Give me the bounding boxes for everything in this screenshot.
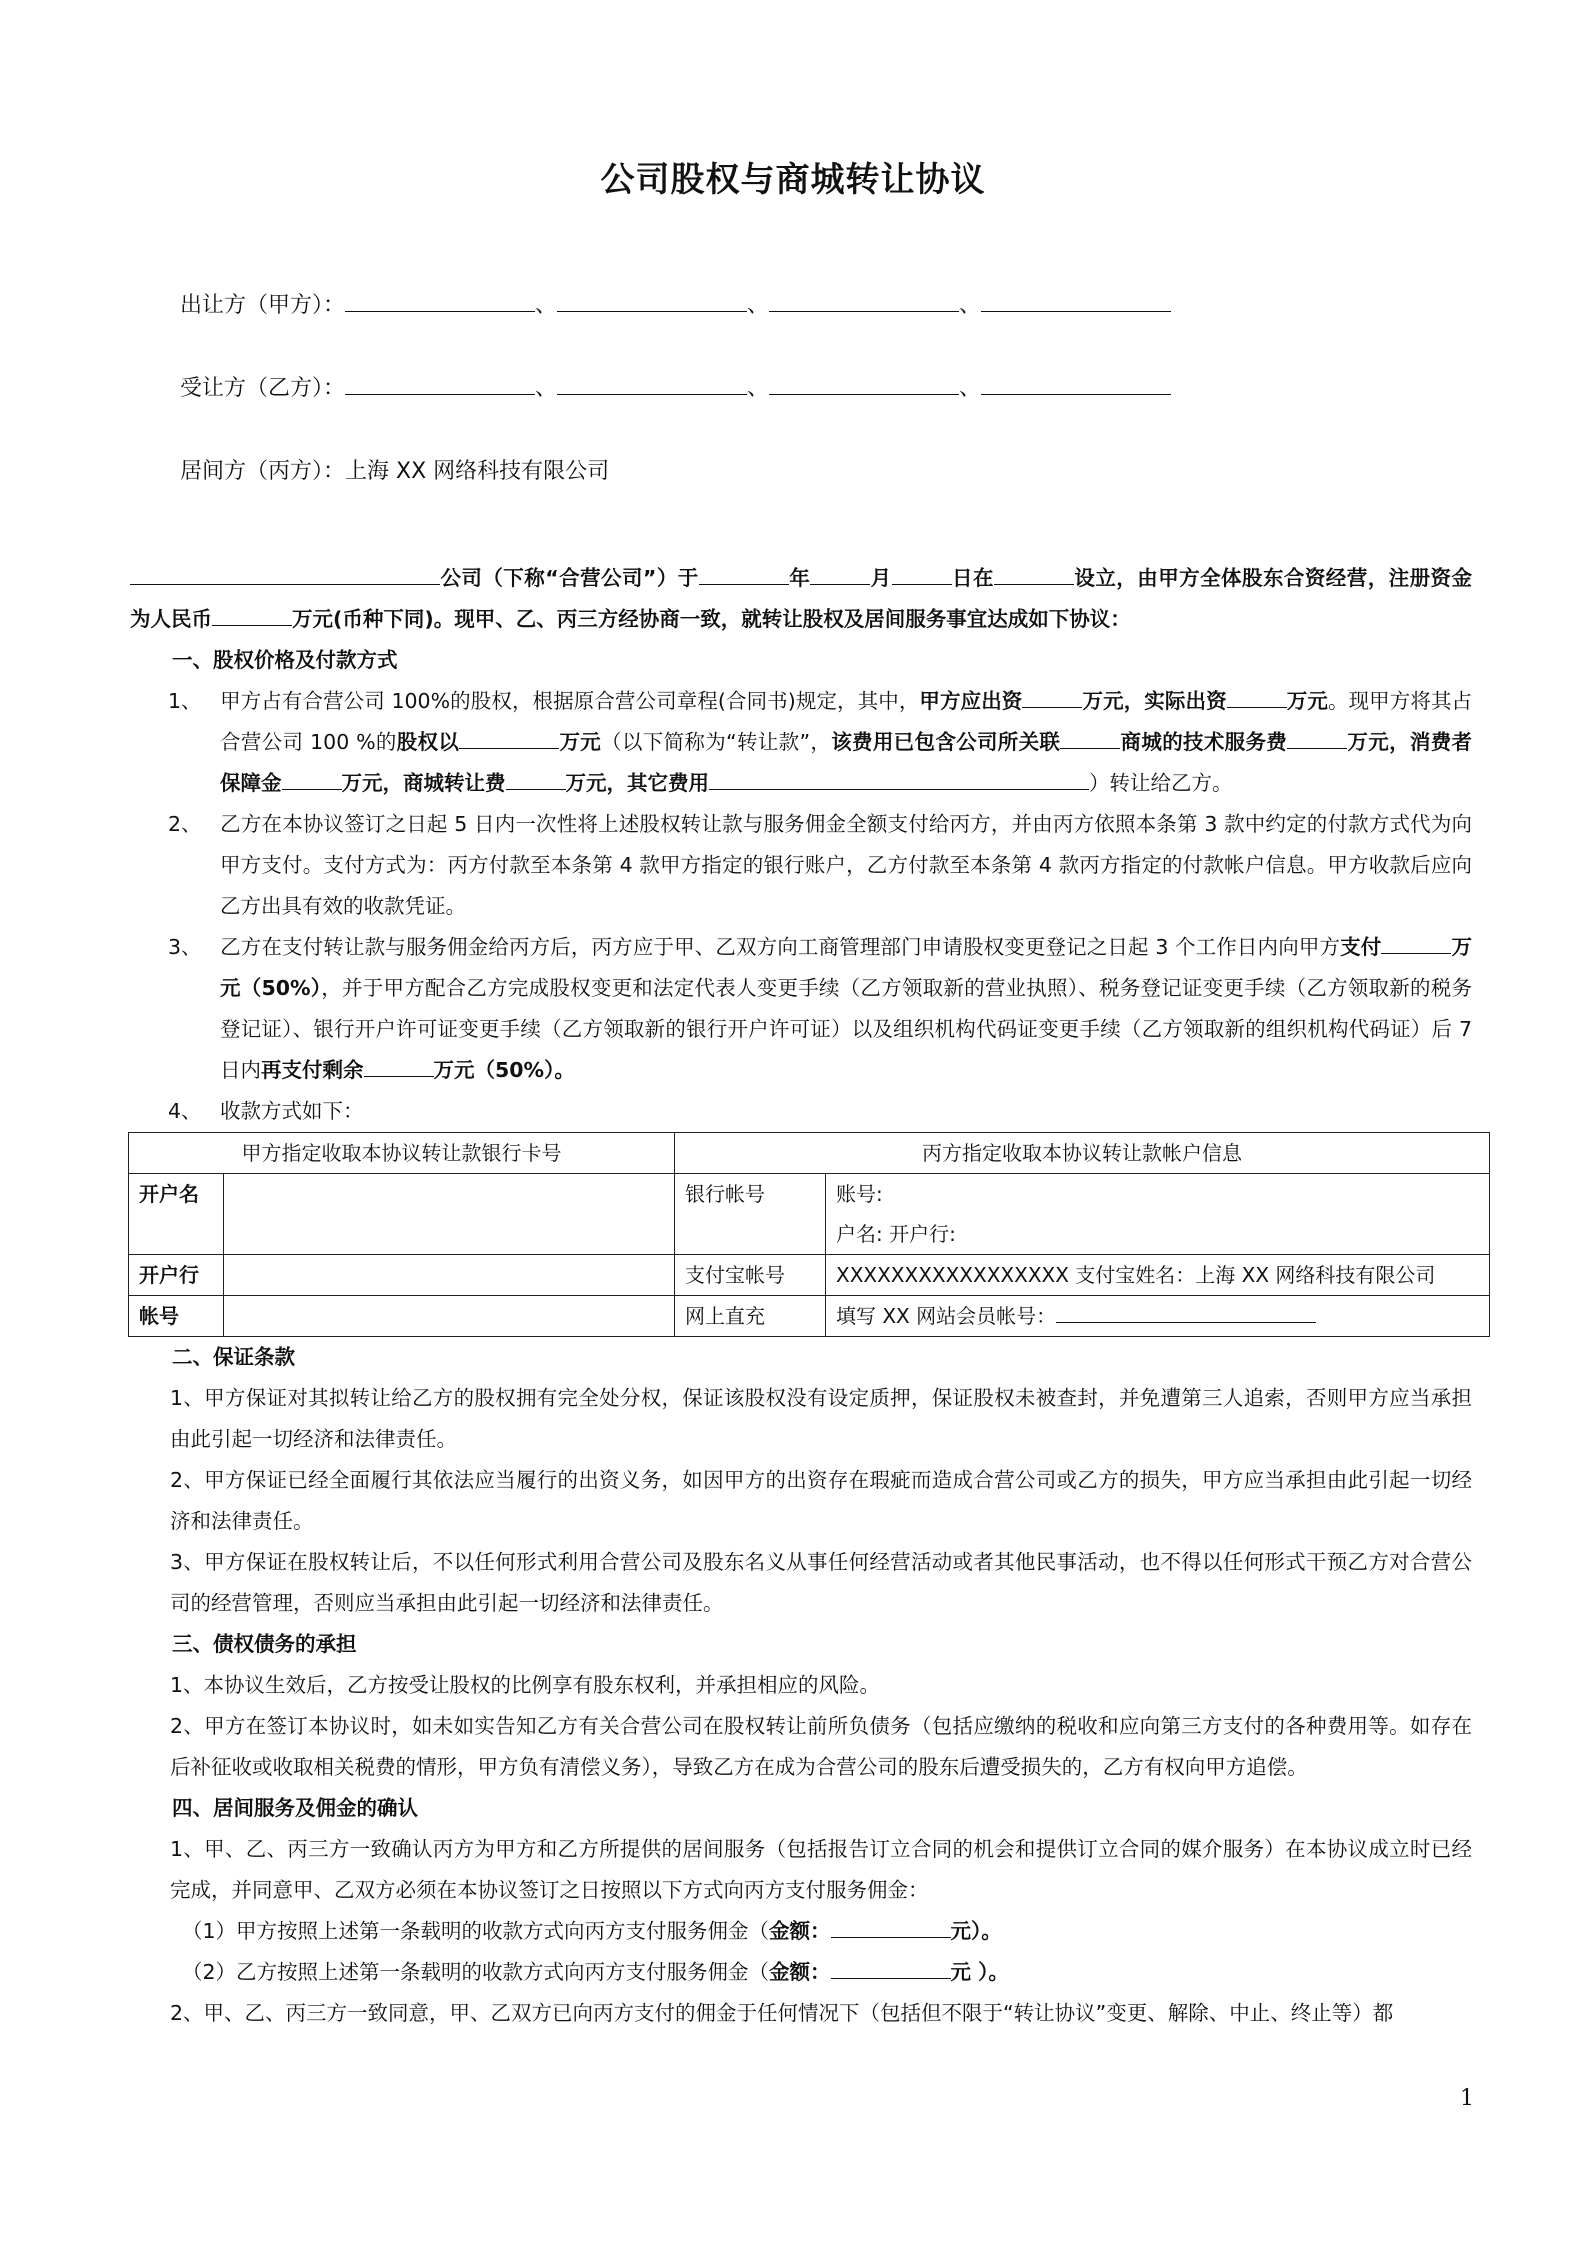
- intro-paragraph: 公司（下称“合营公司”）于 年 月 日在 设立，由甲方全体股东合资经营，注册资金为人民币 万元(币种下同)。现甲、乙、丙三方经协商一致，就转让股权及居间服务事宜达成如下协议：: [130, 558, 1472, 640]
- alipay-value: XXXXXXXXXXXXXXXXX 支付宝姓名：上海 XX 网络科技有限公司: [826, 1255, 1490, 1296]
- clause-1-1: 1、 甲方占有合营公司 100%的股权，根据原合营公司章程(合同书)规定，其中，甲方应出资 万元，实际出资 万元。现甲方将其占合营公司 100 %的股权以 万元（以下简称为“转让款”，该费用已包含公司所关联 商城的技术服务费 万元，消费者保障金 万元，商城转让费 万元，其它费用 ）转让给乙方。: [130, 681, 1472, 804]
- section-1-heading: 一、股权价格及付款方式: [172, 648, 398, 672]
- section-2-heading: 二、保证条款: [172, 1345, 295, 1369]
- table-row: [129, 1133, 1490, 1174]
- table-row: [129, 1255, 1490, 1296]
- page-number: 1: [1460, 2086, 1474, 2111]
- clause-1-2: 2、 乙方在本协议签订之日起 5 日内一次性将上述股权转让款与服务佣金全额支付给丙方，并由丙方依照本条第 3 款中约定的付款方式代为向甲方支付。支付方式为：丙方付款至本条第 4 款甲方指定的银行账户，乙方付款至本条第 4 款丙方指定的付款帐户信息。甲方收款后应向乙方出具有效的收款凭证。: [168, 812, 1472, 918]
- seller-line: 出让方（甲方）： 、 、 、: [180, 288, 1171, 319]
- account-no-value: [224, 1296, 675, 1337]
- clause-3-2: 2、甲方在签订本协议时，如未如实告知乙方有关合营公司在股权转让前所负债务（包括应缴纳的税收和应向第三方支付的各种费用等。如存在后补征收或收取相关税费的情形，甲方负有清偿义务），导致乙方在成为合营公司的股东后遭受损失的，乙方有权向甲方追偿。: [170, 1714, 1472, 1779]
- clause-2-2: 2、甲方保证已经全面履行其依法应当履行的出资义务，如因甲方的出资存在瑕疵而造成合营公司或乙方的损失，甲方应当承担由此引起一切经济和法律责任。: [170, 1468, 1472, 1533]
- clause-1-4: 4、 收款方式如下：: [168, 1099, 364, 1123]
- alipay-label: 支付宝帐号: [675, 1255, 826, 1296]
- clause-2-1: 1、甲方保证对其拟转让给乙方的股权拥有完全处分权，保证该股权没有设定质押，保证股权未被查封，并免遭第三人追索，否则甲方应当承担由此引起一切经济和法律责任。: [170, 1386, 1472, 1451]
- broker-label: 居间方（丙方）：: [180, 459, 346, 484]
- left-header: 甲方指定收取本协议转让款银行卡号: [129, 1133, 675, 1174]
- account-no-label: 帐号: [129, 1296, 224, 1337]
- buyer-line: 受让方（乙方）： 、 、 、: [180, 371, 1171, 402]
- broker-line: [180, 454, 609, 485]
- open-bank-label: 开户行: [129, 1255, 224, 1296]
- online-value: 填写 XX 网站会员帐号：: [826, 1296, 1490, 1337]
- online-label: 网上直充: [675, 1296, 826, 1337]
- bank-account-label: 银行帐号: [675, 1174, 826, 1255]
- clause-4-1-item-1: （1）甲方按照上述第一条载明的收款方式向丙方支付服务佣金（金额： 元）。: [130, 1911, 1472, 1952]
- broker-name: 上海 XX 网络科技有限公司: [345, 459, 610, 484]
- document-title: 公司股权与商城转让协议: [600, 160, 986, 200]
- open-bank-value: [224, 1255, 675, 1296]
- document-body: [130, 558, 1472, 2034]
- clause-4-1: 1、甲、乙、丙三方一致确认丙方为甲方和乙方所提供的居间服务（包括报告订立合同的机会和提供订立合同的媒介服务）在本协议成立时已经完成，并同意甲、乙双方必须在本协议签订之日按照以下方式向丙方支付服务佣金：: [170, 1837, 1472, 1902]
- bank-account-value: 账号: 户名: 开户行:: [826, 1174, 1490, 1255]
- clause-2-3: 3、甲方保证在股权转让后，不以任何形式利用合营公司及股东名义从事任何经营活动或者其他民事活动，也不得以任何形式干预乙方对合营公司的经营管理，否则应当承担由此引起一切经济和法律责任。: [170, 1550, 1472, 1615]
- clause-1-3: 3、 乙方在支付转让款与服务佣金给丙方后，丙方应于甲、乙双方向工商管理部门申请股权变更登记之日起 3 个工作日内向甲方支付 万元（50%），并于甲方配合乙方完成股权变更和法定代表人变更手续（乙方领取新的营业执照）、税务登记证变更手续（乙方领取新的税务登记证）、银行开户许可证变更手续（乙方领取新的银行开户许可证）以及组织机构代码证变更手续（乙方领取新的组织机构代码证）后 7 日内再支付剩余 万元（50%）。: [130, 927, 1472, 1091]
- table-row: [129, 1174, 1490, 1255]
- buyer-label: 受让方（乙方）：: [180, 376, 346, 402]
- clause-4-2: 2、甲、乙、丙三方一致同意，甲、乙双方已向丙方支付的佣金于任何情况下（包括但不限于“转让协议”变更、解除、中止、终止等）都: [170, 2001, 1394, 2025]
- clause-3-1: 1、本协议生效后，乙方按受让股权的比例享有股东权利，并承担相应的风险。: [170, 1673, 881, 1697]
- table-row: [129, 1296, 1490, 1337]
- section-3-heading: 三、债权债务的承担: [172, 1632, 357, 1656]
- open-name-value: [224, 1174, 675, 1255]
- clause-4-1-item-2: （2）乙方按照上述第一条载明的收款方式向丙方支付服务佣金（金额： 元 ）。: [130, 1952, 1472, 1993]
- seller-label: 出让方（甲方）：: [180, 293, 346, 319]
- right-header: 丙方指定收取本协议转让款帐户信息: [675, 1133, 1490, 1174]
- section-4-heading: 四、居间服务及佣金的确认: [172, 1796, 418, 1820]
- payment-info-table: [128, 1132, 1490, 1337]
- open-name-label: 开户名: [129, 1174, 224, 1255]
